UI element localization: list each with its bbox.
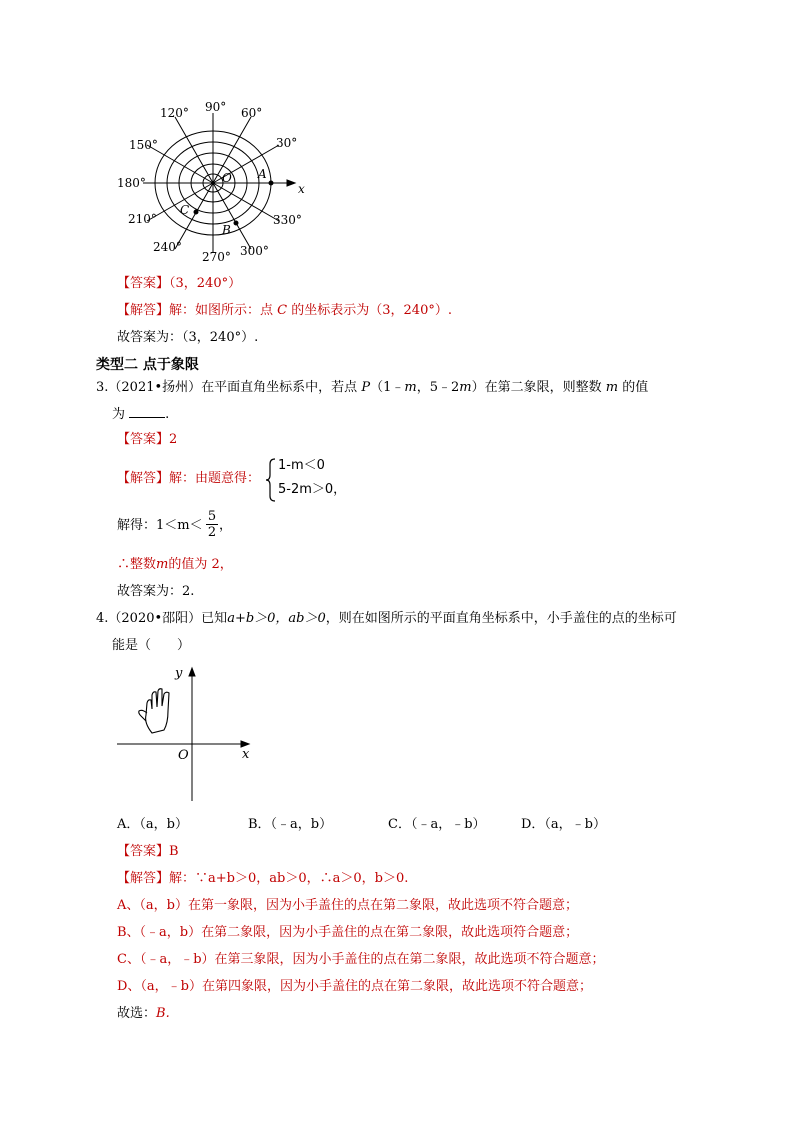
- solution-tag: 【解答】: [117, 471, 170, 486]
- angle-label-330: 330°: [273, 213, 302, 227]
- q3-stem-line-2: 为 .: [112, 407, 170, 422]
- answer-tag: 【答案】: [117, 844, 170, 859]
- angle-label-90: 90°: [205, 100, 227, 114]
- y-axis-label: y: [175, 666, 183, 681]
- option-b: B．（﹣a，b）: [248, 817, 333, 832]
- q2-final-line: 故答案为：（3，240°）.: [117, 330, 259, 345]
- angle-label-30: 30°: [276, 136, 298, 150]
- q3-solve-line: 解得：1＜m＜: [117, 518, 203, 533]
- q4-answer-line: [117, 844, 179, 860]
- polar-coordinate-figure: [110, 95, 330, 270]
- answer-value: B: [169, 844, 179, 859]
- inequality-brace: [266, 458, 276, 502]
- q3-solution-line: 【解答】解：由题意得：: [117, 471, 261, 486]
- answer-blank: [129, 405, 165, 418]
- point-label-a: A: [258, 167, 267, 181]
- q3-final-line: 故答案为：2.: [117, 584, 195, 599]
- q3-answer-line: [117, 432, 177, 448]
- origin-label: O: [222, 171, 232, 185]
- angle-label-120: 120°: [160, 106, 189, 120]
- analysis-a: A、（a，b）在第一象限，因为小手盖住的点在第二象限，故此选项不符合题意；: [117, 898, 578, 913]
- q4-stem-line-1: 4.（2020•邵阳）已知a+b＞0，ab＞0，则在如图所示的平面直角坐标系中，小手盖住的点的坐标可: [96, 611, 677, 626]
- angle-label-150: 150°: [129, 138, 158, 152]
- coordinate-figure: [112, 663, 262, 808]
- answer-tag: 【答案】: [117, 276, 170, 291]
- q4-solution-line: 【解答】解：∵a+b＞0，ab＞0，∴a＞0，b＞0.: [117, 871, 409, 886]
- analysis-d: D、（a，﹣b）在第四象限，因为小手盖住的点在第二象限，故此选项不符合题意；: [117, 979, 592, 994]
- q2-answer-line: [117, 276, 241, 292]
- inequality-2: 5-2m＞0，: [278, 482, 347, 497]
- fraction: 5 2: [207, 509, 217, 540]
- analysis-c: C、（﹣a，﹣b）在第三象限，因为小手盖住的点在第二象限，故此选项不符合题意；: [117, 952, 605, 967]
- point-label-c: C: [180, 203, 190, 217]
- answer-tag: 【答案】: [117, 432, 170, 447]
- angle-label-270: 270°: [202, 250, 231, 264]
- option-a: A．（a，b）: [117, 817, 188, 832]
- q3-therefore-line: ∴整数m的值为 2，: [117, 557, 233, 572]
- solution-tag: 【解答】: [117, 303, 170, 318]
- angle-label-240: 240°: [153, 240, 182, 254]
- answer-value: 2: [169, 432, 178, 447]
- point-label-b: B: [222, 223, 231, 237]
- q3-stem-line-1: 3.（2021•扬州）在平面直角坐标系中，若点 P（1﹣m，5﹣2m）在第二象限，则整数 m 的值: [96, 380, 649, 395]
- q4-stem-line-2: 能是（ ）: [112, 638, 191, 653]
- angle-label-60: 60°: [241, 106, 263, 120]
- answer-value: （3，240°）: [169, 276, 242, 291]
- hand-icon: [139, 689, 169, 733]
- angle-label-210: 210°: [128, 212, 157, 226]
- x-axis-label: x: [242, 747, 250, 762]
- x-axis-label: x: [298, 182, 305, 196]
- option-c: C．（﹣a，﹣b）: [388, 817, 486, 832]
- origin-label: O: [178, 748, 189, 763]
- option-d: D．（a，﹣b）: [521, 817, 606, 832]
- inequality-1: 1-m＜0: [278, 458, 325, 473]
- section-title: 类型二 点于象限: [96, 357, 199, 373]
- angle-label-300: 300°: [240, 244, 269, 258]
- q2-solution-line: 【解答】解：如图所示：点 C 的坐标表示为（3，240°）.: [117, 303, 452, 318]
- q4-final-line: 故选：B.: [117, 1006, 170, 1021]
- solution-tag: 【解答】: [117, 871, 170, 886]
- analysis-b: B、（﹣a，b）在第二象限，因为小手盖住的点在第二象限，故此选项符合题意；: [117, 925, 579, 940]
- angle-label-180: 180°: [117, 176, 146, 190]
